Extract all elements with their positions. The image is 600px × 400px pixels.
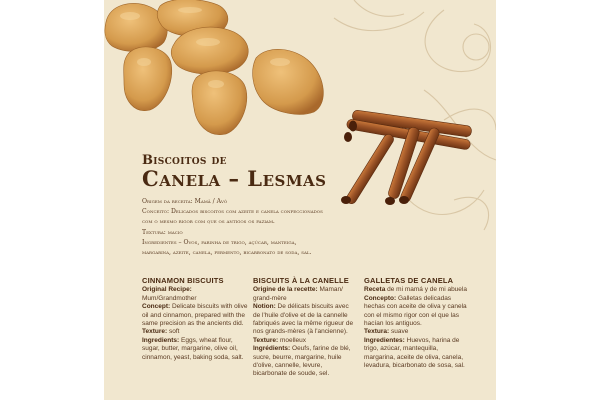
recipe-title: Canela – Lesmas bbox=[142, 166, 327, 191]
recipe-page bbox=[104, 0, 496, 400]
spanish-concept: Concepto: Galletas delicadas hechas con aceite de oliva y canela con el mismo rigor con el que las hacían los antiguos. bbox=[364, 294, 467, 328]
spanish-texture: Textura: suave bbox=[364, 328, 409, 336]
pt-concept: Conceito: Delicados biscoitos com azeite e canela confeccionados com o mesmo rigor com que os antigos os faziam. bbox=[142, 208, 323, 226]
french-heading: BISCUITS À LA CANELLE bbox=[253, 276, 350, 285]
spanish-column bbox=[364, 277, 470, 370]
spanish-ingredients: Ingredientes: Huevos, harina de trigo, azúcar, mantequilla, margarina, aceite de oliva, canela, levadura, bicarbonato de sosa, sal. bbox=[364, 336, 465, 370]
pt-texture: Textura: macio bbox=[142, 228, 183, 236]
french-concept: Notion: De délicats biscuits avec de l'huile d'olive et de la cannelle fabriqués avec la même rigueur de nos grands-mères (à l'ancienne). bbox=[253, 303, 354, 336]
cinnamon-sticks-image bbox=[332, 108, 482, 208]
french-origin: Origine de la recette: Maman/ grand-mère bbox=[253, 286, 343, 302]
recipe-title-small: Biscoitos de bbox=[142, 153, 227, 168]
english-ingredients: Ingredients: Eggs, wheat flour, sugar, butter, margarine, olive oil, cinnamon, yeast, baking soda, salt. bbox=[142, 336, 244, 361]
cookie-image bbox=[104, 0, 334, 140]
english-column bbox=[142, 277, 248, 362]
spanish-heading: GALLETAS DE CANELA bbox=[364, 276, 454, 285]
english-heading: CINNAMON BISCUITS bbox=[142, 276, 224, 285]
pt-origin: Origem da receita: Mamã / Avó bbox=[142, 198, 228, 205]
english-concept: Concept: Delicate biscuits with olive oil and cinnamon, prepared with the same precision as the ancients did. bbox=[142, 303, 248, 328]
pt-ingredients: Ingredientes – Ovos, farinha de trigo, açúcar, manteiga, margarina, azeite, canela, fermento, bicarbonato de soda, sal. bbox=[142, 238, 312, 257]
english-origin: Original Recipe: Mum/Grandmother bbox=[142, 286, 197, 302]
portuguese-description bbox=[142, 197, 327, 258]
french-texture: Texture: moelleux bbox=[253, 336, 306, 344]
french-column bbox=[253, 277, 357, 379]
spanish-origin: Receta de mi mamá y de mi abuela bbox=[364, 286, 467, 294]
english-texture: Texture: soft bbox=[142, 328, 180, 336]
french-ingredients: Ingrédients: Oeufs, farine de blé, sucre, beurre, margarine, huile d'olive, cannelle, levure, bicarbonate de soude, sel. bbox=[253, 345, 351, 378]
